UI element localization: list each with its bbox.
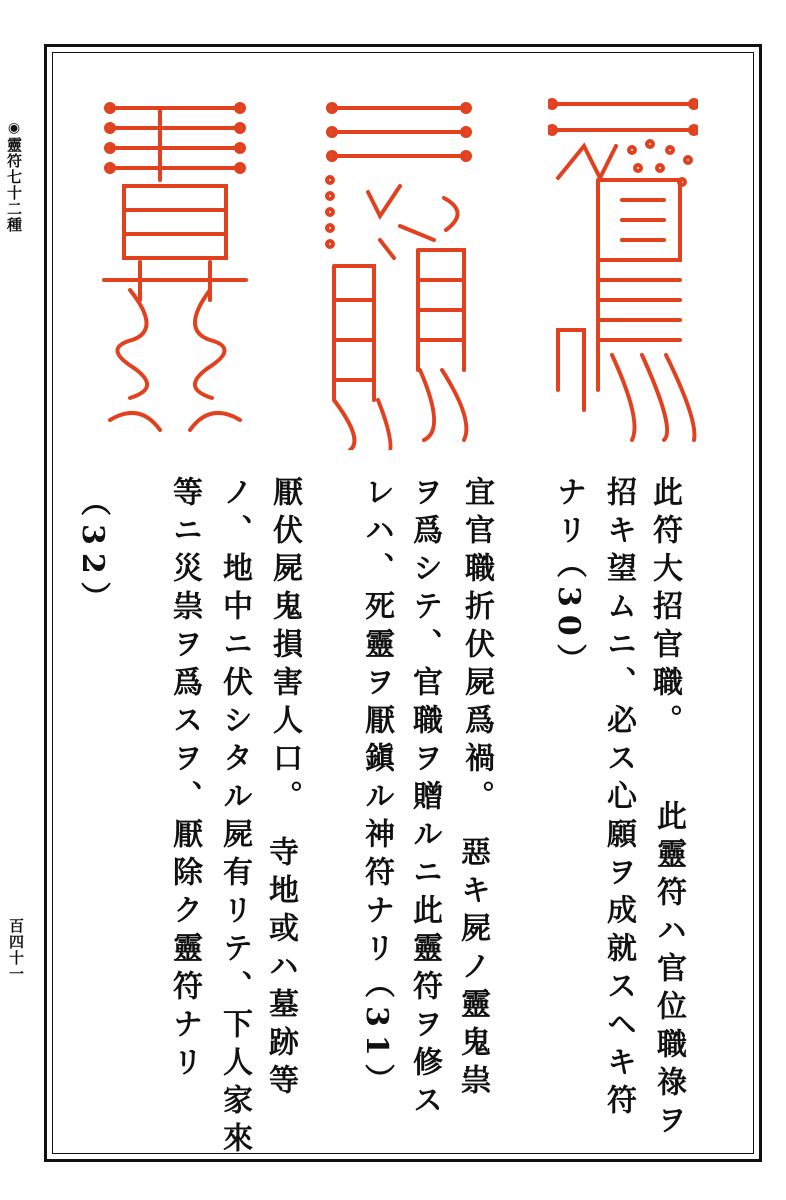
seal-30 (548, 90, 698, 450)
entry-32-line-2: 寺地或ハ墓跡等 (263, 836, 298, 1102)
entry-31-line-2: 惡キ屍ノ靈鬼祟 (455, 836, 490, 1102)
entry-30-line-2: 此靈符ハ官位職祿ヲ (651, 800, 686, 1142)
entry-32-label: （32） (75, 486, 110, 620)
page-number: 百四十一 (7, 918, 25, 982)
entry-31-line-3: ヲ爲シテ、官職ヲ贈ルニ此靈符ヲ修ス (407, 476, 442, 1122)
seal-32 (100, 90, 250, 450)
margin-title (6, 120, 21, 233)
entry-30-line-4: ナリ (551, 476, 586, 552)
margin-title-text: 靈符七十二種 (5, 137, 23, 233)
entry-30-line-3: 招キ望ムニ、必ス心願ヲ成就スヘキ符 (601, 476, 636, 1122)
entry-31-label: （31） (359, 968, 394, 1102)
entry-32-line-1: 厭伏屍鬼損害人口。 (267, 476, 302, 818)
circle-mark-icon: ◉ (6, 120, 22, 137)
entry-31-line-4: レハ、死靈ヲ厭鎭ル神符ナリ (359, 476, 394, 970)
seal-31 (324, 90, 474, 450)
entry-32-line-3: ノ、地中ニ伏シタル屍有リテ、下人家來 (217, 476, 252, 1160)
entry-32-line-4: 等ニ災祟ヲ爲スヲ、厭除ク靈符ナリ (167, 476, 202, 1084)
entry-30-line-1: 此符大招官職。 (647, 476, 682, 742)
entry-30-label: （30） (551, 548, 586, 682)
entry-31-line-1: 宜官職折伏屍爲禍。 (459, 476, 494, 818)
